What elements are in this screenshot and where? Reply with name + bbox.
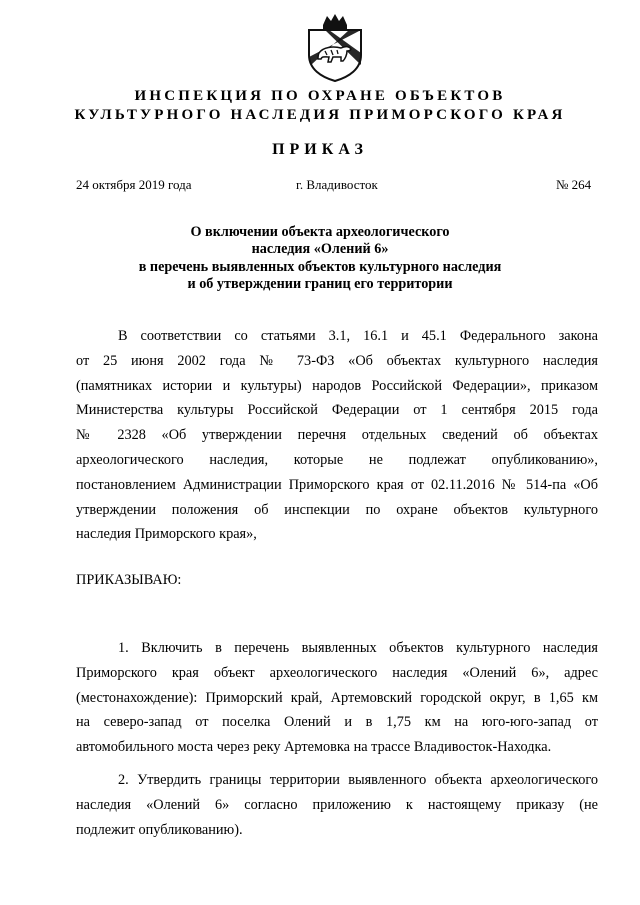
- preamble-line: утверждении положения об инспекции по охране объектов культурного: [76, 501, 598, 518]
- order-title-line: в перечень выявленных объектов культурного наследия: [138, 258, 502, 275]
- order-city: г. Владивосток: [296, 177, 378, 192]
- item-2-line: 2. Утвердить границы территории выявленного объекта археологического: [118, 772, 598, 788]
- preamble-line: археологического наследия, которые не подлежат опубликованию»,: [76, 451, 598, 468]
- order-date: 24 октября 2019 года: [76, 177, 192, 192]
- preamble-line: постановлением Администрации Приморского края от 02.11.2016 № 514-па «Об: [76, 476, 598, 493]
- order-title-line: наследия «Олений 6»: [251, 241, 389, 258]
- order-title: [0, 224, 640, 294]
- order-title-line: и об утверждении границ его территории: [187, 276, 453, 293]
- preamble-line: наследия Приморского края»,: [76, 526, 257, 543]
- preamble-line: В соответствии со статьями 3.1, 16.1 и 45.1 Федерального закона: [118, 328, 598, 344]
- item-1-line: автомобильного моста через реку Артемовка на трассе Владивосток-Находка.: [76, 739, 552, 756]
- item-1-line: на северо-запад от поселка Олений и в 1,75 км на юго-юго-запад от: [76, 714, 598, 731]
- item-2-line: подлежит опубликованию).: [76, 821, 243, 838]
- item-1-line: Приморского края объект археологического наследия «Олений 6», адрес: [76, 664, 598, 681]
- organization-name-line-2: КУЛЬТУРНОГО НАСЛЕДИЯ ПРИМОРСКОГО КРАЯ: [74, 107, 566, 123]
- order-title-line: О включении объекта археологического: [190, 224, 450, 240]
- order-number: № 264: [556, 177, 592, 192]
- preamble-paragraph: [76, 324, 598, 547]
- preamble-line: (памятниках истории и культуры) народов Российской Федерации», приказом: [76, 377, 598, 394]
- item-1-line: (местонахождение): Приморский край, Артемовский городской округ, в 1,65 км: [76, 689, 598, 706]
- order-directive: ПРИКАЗЫВАЮ:: [76, 572, 182, 588]
- preamble-line: Министерства культуры Российской Федерации от 1 сентября 2015 года: [76, 402, 598, 419]
- item-2-paragraph: [76, 768, 598, 842]
- coat-of-arms-icon: [303, 13, 367, 83]
- item-1-paragraph: [76, 636, 598, 760]
- item-1-line: 1. Включить в перечень выявленных объектов культурного наследия: [118, 640, 598, 656]
- item-2-line: наследия «Олений 6» согласно приложению к настоящему приказу (не: [76, 796, 598, 813]
- organization-name-line-1: ИНСПЕКЦИЯ ПО ОХРАНЕ ОБЪЕКТОВ: [134, 88, 506, 104]
- preamble-line: № 2328 «Об утверждении перечня отдельных сведений об объектах: [76, 427, 598, 444]
- preamble-line: от 25 июня 2002 года № 73-ФЗ «Об объектах культурного наследия: [76, 352, 598, 369]
- document-type: ПРИКАЗ: [272, 141, 368, 158]
